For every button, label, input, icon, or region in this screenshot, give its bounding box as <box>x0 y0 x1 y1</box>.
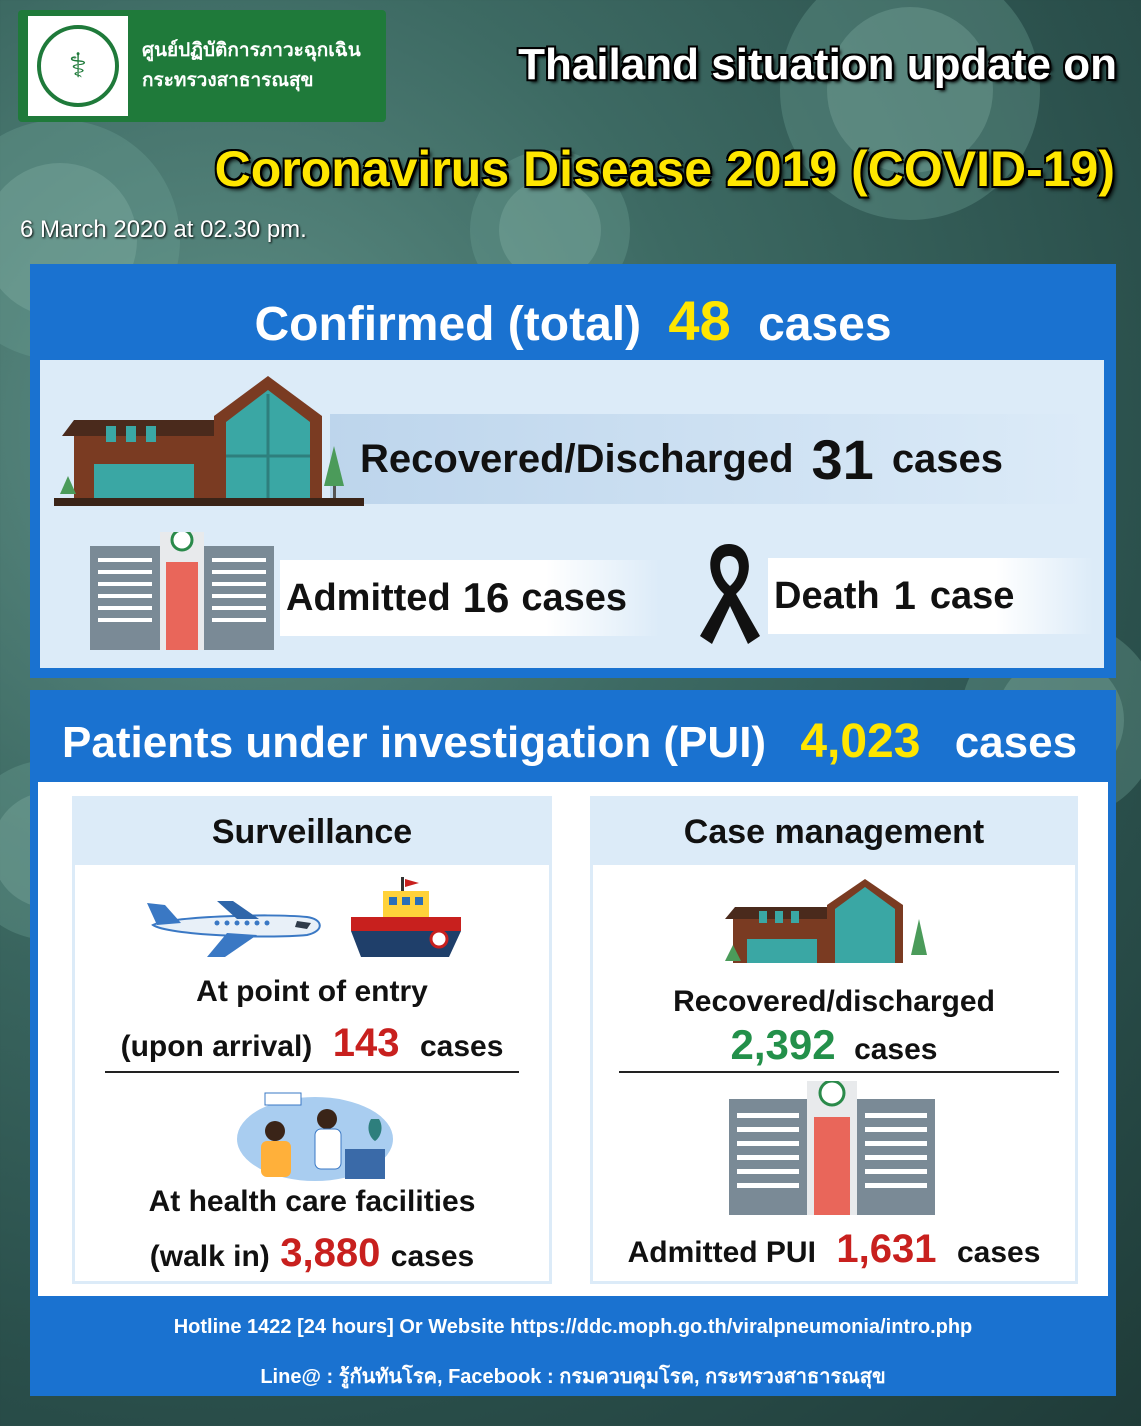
confirmed-heading <box>30 264 1116 353</box>
cm-admitted-label: Admitted PUI <box>627 1236 816 1269</box>
footer-social: Line@ : รู้กันทันโรค, Facebook : กรมควบคุมโรค, กระทรวงสาธารณสุข <box>260 1366 886 1388</box>
hospital-icon <box>729 1081 935 1215</box>
recovered-ribbon <box>330 414 1090 504</box>
pui-heading <box>30 690 1116 769</box>
cm-admitted-row <box>593 1227 1075 1272</box>
entry-unit: cases <box>419 1030 504 1063</box>
confirmed-unit: cases <box>758 298 892 351</box>
pui-value: 4,023 <box>800 715 921 768</box>
pui-panel <box>30 690 1116 1396</box>
facility-line-2-row <box>75 1231 549 1276</box>
confirmed-panel <box>30 264 1116 678</box>
surveillance-card <box>72 796 552 1284</box>
cm-recovered-unit: cases <box>854 1033 938 1066</box>
ministry-seal <box>28 16 128 116</box>
confirmed-details <box>40 360 1104 668</box>
death-label: Death <box>774 574 880 617</box>
logo-line-1: ศูนย์ปฏิบัติการภาวะฉุกเฉิน <box>142 40 361 61</box>
admitted-unit: cases <box>521 576 628 619</box>
update-date: 6 March 2020 at 02.30 pm. <box>20 216 307 243</box>
hospital-icon <box>90 532 274 650</box>
recovered-value: 31 <box>811 427 874 491</box>
pui-details <box>38 782 1108 1296</box>
pui-unit: cases <box>954 718 1078 767</box>
entry-line-1: At point of entry <box>196 975 428 1008</box>
logo-box <box>18 10 386 122</box>
entry-line-2: (upon arrival) <box>120 1030 313 1063</box>
confirmed-label: Confirmed (total) <box>254 298 642 351</box>
recovered-label: Recovered/Discharged <box>360 436 794 481</box>
cm-recovered-row <box>593 1021 1075 1069</box>
house-icon <box>54 376 364 506</box>
admitted-ribbon <box>280 560 660 636</box>
facility-unit: cases <box>390 1240 475 1273</box>
cm-recovered-label: Recovered/discharged <box>673 985 995 1018</box>
cm-admitted-unit: cases <box>956 1236 1041 1269</box>
pui-label: Patients under investigation (PUI) <box>62 718 767 767</box>
logo-line-2: กระทรวงสาธารณสุข <box>142 70 314 91</box>
admitted-value: 16 <box>462 574 510 621</box>
cm-admitted-value: 1,631 <box>836 1227 937 1271</box>
surveillance-title: Surveillance <box>75 799 549 865</box>
cm-recovered-value: 2,392 <box>730 1021 836 1068</box>
death-unit: case <box>929 574 1015 617</box>
death-value: 1 <box>893 573 916 618</box>
facility-line-1: At health care facilities <box>148 1185 476 1218</box>
facility-value: 3,880 <box>280 1231 381 1275</box>
airplane-icon <box>147 895 327 957</box>
entry-line-2-row <box>75 1021 549 1066</box>
case-management-card <box>590 796 1078 1284</box>
title-line-1: Thailand situation update on <box>518 40 1117 89</box>
death-ribbon <box>768 558 1094 634</box>
footer-hotline: Hotline 1422 [24 hours] Or Website https://ddc.moph.go.th/viralpneumonia/intro.php <box>173 1316 973 1338</box>
admitted-label: Admitted <box>286 576 451 619</box>
confirmed-value: 48 <box>668 289 731 352</box>
case-management-title: Case management <box>593 799 1075 865</box>
black-ribbon-icon <box>694 540 764 646</box>
title-line-2: Coronavirus Disease 2019 (COVID-19) <box>214 141 1115 197</box>
recovered-unit: cases <box>891 436 1004 481</box>
doctor-patient-icon <box>235 1089 395 1181</box>
ship-icon <box>349 877 463 959</box>
caduceus-icon: ⚕ <box>37 25 119 107</box>
facility-line-2: (walk in) <box>149 1240 270 1273</box>
entry-value: 143 <box>332 1021 400 1065</box>
divider <box>105 1071 519 1073</box>
house-icon <box>723 879 933 967</box>
divider <box>619 1071 1059 1073</box>
